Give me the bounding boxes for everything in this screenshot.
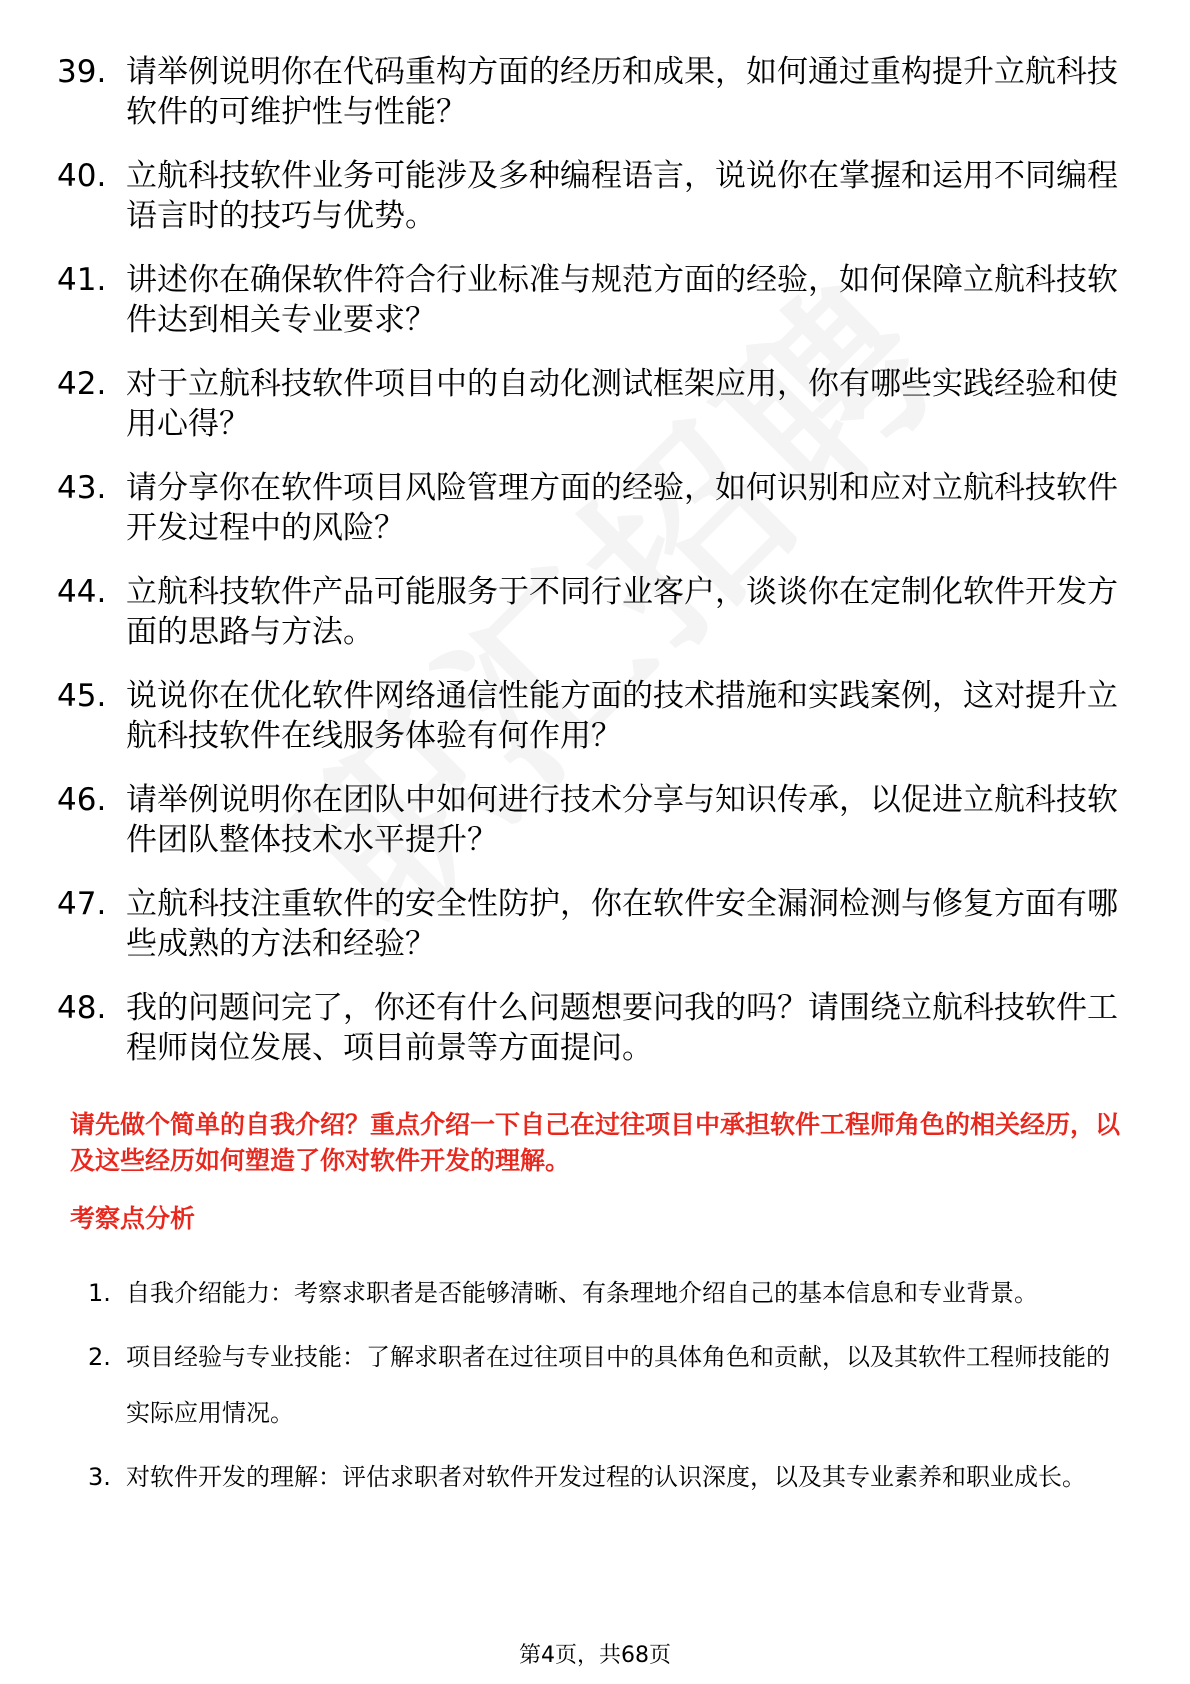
- list-item: [57, 52, 1132, 132]
- question-text: 立航科技软件业务可能涉及多种编程语言，说说你在掌握和运用不同编程语言时的技巧与优势。: [126, 158, 1118, 234]
- question-text: 立航科技注重软件的安全性防护，你在软件安全漏洞检测与修复方面有哪些成熟的方法和经验？: [126, 886, 1118, 962]
- analysis-number: 2.: [88, 1343, 111, 1371]
- analysis-text: 自我介绍能力：考察求职者是否能够清晰、有条理地介绍自己的基本信息和专业背景。: [126, 1279, 1038, 1307]
- list-item: [57, 364, 1132, 444]
- analysis-number: 1.: [88, 1279, 111, 1307]
- question-number: 46.: [57, 782, 107, 818]
- highlight-question: 请先做个简单的自我介绍？重点介绍一下自己在过往项目中承担软件工程师角色的相关经历，以及这些经历如何塑造了你对软件开发的理解。: [70, 1110, 1121, 1175]
- analysis-number: 3.: [88, 1463, 111, 1491]
- question-number: 39.: [57, 54, 107, 90]
- analysis-text: 项目经验与专业技能：了解求职者在过往项目中的具体角色和贡献，以及其软件工程师技能的实际应用情况。: [126, 1343, 1110, 1427]
- list-item: [57, 572, 1132, 652]
- question-text: 说说你在优化软件网络通信性能方面的技术措施和实践案例，这对提升立航科技软件在线服务体验有何作用？: [126, 678, 1118, 754]
- question-list: [57, 52, 1132, 1092]
- question-text: 对于立航科技软件项目中的自动化测试框架应用，你有哪些实践经验和使用心得？: [126, 366, 1118, 442]
- list-item: [57, 260, 1132, 340]
- list-item: [57, 156, 1132, 236]
- question-number: 45.: [57, 678, 107, 714]
- question-number: 41.: [57, 262, 107, 298]
- question-number: 47.: [57, 886, 107, 922]
- question-text: 我的问题问完了，你还有什么问题想要问我的吗？请围绕立航科技软件工程师岗位发展、项目前景等方面提问。: [126, 990, 1118, 1066]
- page-footer: 第4页，共68页: [519, 1643, 671, 1668]
- question-number: 44.: [57, 574, 107, 610]
- analysis-text: 对软件开发的理解：评估求职者对软件开发过程的认识深度，以及其专业素养和职业成长。: [126, 1463, 1086, 1491]
- list-item: [57, 780, 1132, 860]
- question-text: 讲述你在确保软件符合行业标准与规范方面的经验，如何保障立航科技软件达到相关专业要求？: [126, 262, 1118, 338]
- list-item: [88, 1265, 1133, 1321]
- list-item: [88, 1329, 1133, 1441]
- question-text: 请举例说明你在团队中如何进行技术分享与知识传承，以促进立航科技软件团队整体技术水平提升？: [126, 782, 1118, 858]
- list-item: [57, 988, 1132, 1068]
- list-item: [57, 676, 1132, 756]
- list-item: [57, 884, 1132, 964]
- list-item: [57, 468, 1132, 548]
- analysis-list: [88, 1265, 1133, 1513]
- question-text: 请举例说明你在代码重构方面的经历和成果，如何通过重构提升立航科技软件的可维护性与性能？: [126, 54, 1118, 130]
- section-title: 考察点分析: [70, 1204, 196, 1233]
- question-number: 48.: [57, 990, 107, 1026]
- question-number: 43.: [57, 470, 107, 506]
- question-text: 请分享你在软件项目风险管理方面的经验，如何识别和应对立航科技软件开发过程中的风险？: [126, 470, 1118, 546]
- list-item: [88, 1449, 1133, 1505]
- question-number: 40.: [57, 158, 107, 194]
- question-number: 42.: [57, 366, 107, 402]
- question-text: 立航科技软件产品可能服务于不同行业客户，谈谈你在定制化软件开发方面的思路与方法。: [126, 574, 1118, 650]
